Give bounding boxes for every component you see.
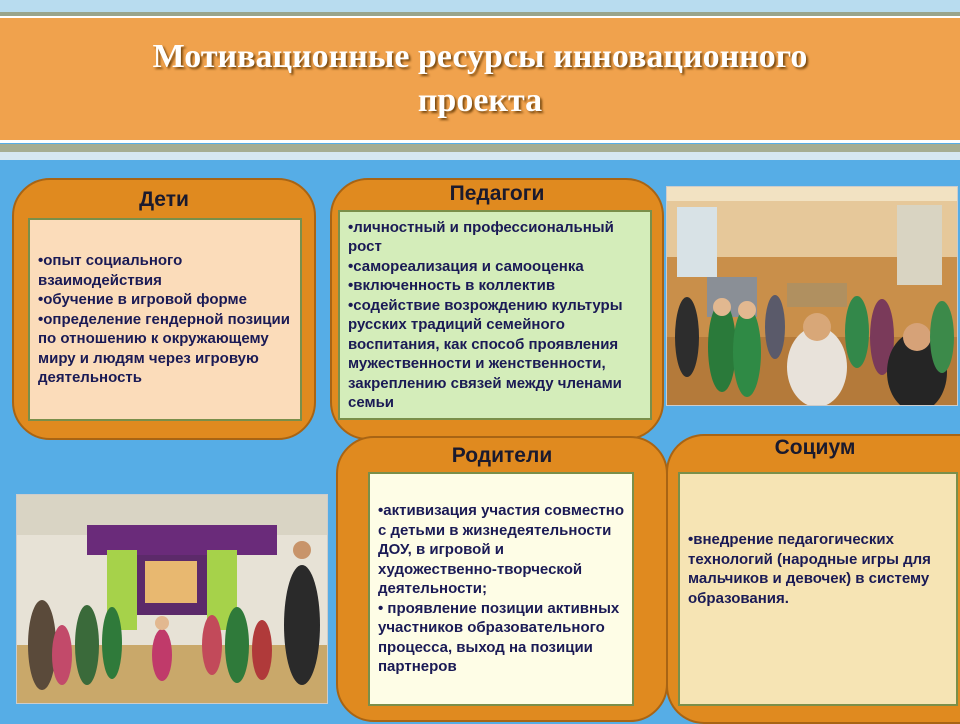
list-item: •содействие возрождению культуры русских традиций семейного воспитания, как способ проявления мужественности и женственности, закреплению связей между членами семьи — [348, 296, 623, 411]
mid-strip-light — [0, 152, 960, 160]
list-item: •внедрение педагогических технологий (народные игры для мальчиков и девочек) в систему образования. — [688, 531, 931, 607]
card-roditeli-title: Родители — [451, 444, 553, 467]
mid-strip-gray — [0, 144, 960, 152]
photo-children-parents-image — [17, 495, 327, 703]
card-socium-body — [678, 472, 958, 706]
card-pedagogi-body — [338, 210, 652, 420]
card-pedagogi-title: Педагоги — [449, 182, 545, 205]
list-item: •обучение в игровой форме — [38, 291, 247, 309]
card-roditeli — [336, 436, 668, 722]
card-roditeli-body — [368, 472, 634, 706]
photo-teachers-dance-image — [667, 187, 957, 405]
card-deti-title: Дети — [139, 188, 189, 211]
card-deti-body — [28, 218, 302, 421]
top-strip-blue — [0, 0, 960, 12]
list-item: •личностный и профессиональный рост — [348, 218, 614, 255]
list-item: • проявление позиции активных участников образовательного процесса, выход на позиции партнеров — [378, 599, 620, 676]
list-item: •самореализация и самооценка — [348, 257, 584, 275]
list-item: •включенность в коллектив — [348, 277, 556, 294]
list-item: •опыт социального взаимодействия — [38, 252, 183, 289]
card-socium-title: Социум — [774, 436, 856, 459]
photo-children-parents — [16, 494, 328, 704]
list-item: •активизация участия совместно с детьми в жизнедеятельности ДОУ, в игровой и художественно-творческой деятельности; — [378, 502, 624, 598]
card-pedagogi — [330, 178, 664, 440]
list-item: •определение гендерной позиции по отношению к окружающему миру и людям через игровую деятельность — [38, 310, 290, 387]
title-band — [0, 16, 960, 143]
photo-teachers-dance — [666, 186, 958, 406]
card-deti — [12, 178, 316, 440]
card-socium — [666, 434, 960, 724]
page-title: Мотивационные ресурсы инновационного проекта — [152, 38, 808, 119]
